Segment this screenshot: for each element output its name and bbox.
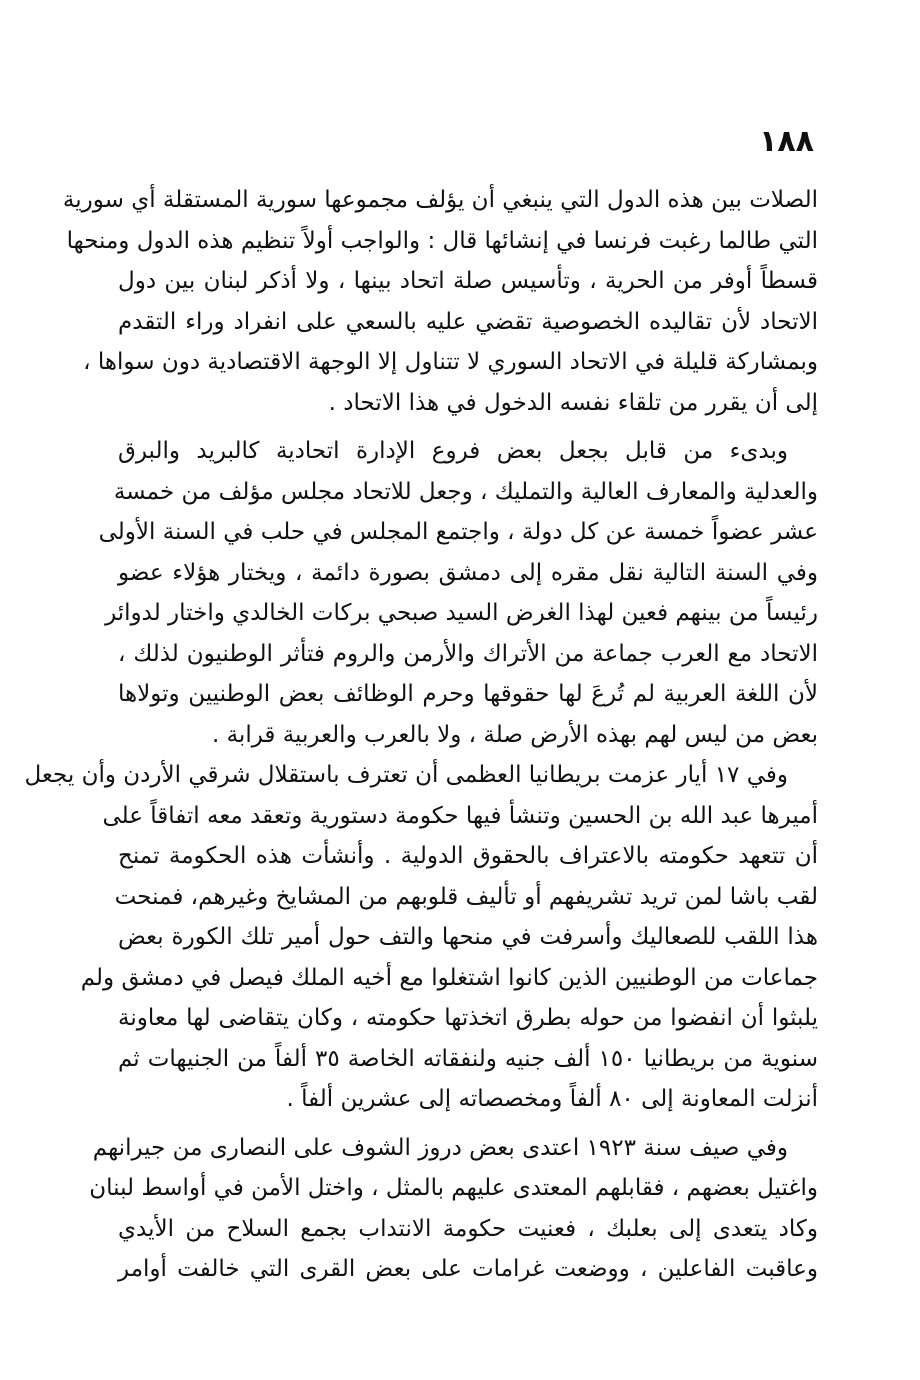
text-line: وفي صيف سنة ١٩٢٣ اعتدى بعض دروز الشوف على النصارى من جيرانهم [92, 1134, 788, 1161]
paragraph-3 [24, 755, 818, 1120]
body-text [24, 180, 818, 1290]
text-line: بعض من ليس لهم بهذه الأرض صلة ، ولا بالعرب والعربية قرابة . [211, 721, 818, 748]
text-line: هذا اللقب للصعاليك وأسرفت في منحها والتف حول أمير تلك الكورة بعض [118, 924, 818, 950]
text-line: قسطاً أوفر من الحرية ، وتأسيس صلة اتحاد بينها ، ولا أذكر لبنان بين دول [118, 268, 818, 294]
text-line: أميرها عبد الله بن الحسين وتنشأ فيها حكومة دستورية وتعقد معه اتفاقاً على [102, 802, 818, 829]
text-line: سنوية من بريطانيا ١٥٠ ألف جنيه ولنفقاته الخاصة ٣٥ ألفاً من الجنيهات ثم [118, 1045, 818, 1072]
text-line: لأن اللغة العربية لم تُرعَ لها حقوقها وحرم الوظائف بعض الوطنيين وتولاها [118, 681, 818, 707]
text-line: إلى أن يقرر من تلقاء نفسه الدخول في هذا الاتحاد . [328, 389, 818, 416]
text-line: وبدىء من قابل بجعل بعض فروع الإدارة اتحادية كالبريد والبرق [118, 438, 788, 464]
text-line: وبمشاركة قليلة في الاتحاد السوري لا تتناول إلا الوجهة الاقتصادية دون سواها ، [83, 349, 818, 375]
paragraph-gap [118, 423, 818, 431]
text-line: جماعات من الوطنيين الذين كانوا اشتغلوا مع أخيه الملك فيصل في دمشق ولم [80, 964, 818, 991]
text-line: الصلات بين هذه الدول التي ينبغي أن يؤلف مجموعها سورية المستقلة أي سورية [62, 187, 818, 213]
text-line: وعاقبت الفاعلين ، ووضعت غرامات على بعض القرى التي خالفت أوامر [118, 1256, 818, 1282]
text-line: عشر عضواً خمسة عن كل دولة ، واجتمع المجلس في حلب في السنة الأولى [98, 519, 818, 545]
paragraph-gap [118, 1120, 818, 1128]
text-line: التي طالما رغبت فرنسا في إنشائها قال : والواجب أولاً تنظيم هذه الدول ومنحها [66, 227, 818, 254]
paragraph-1 [62, 180, 818, 423]
text-line: لقب باشا لمن تريد تشريفهم أو تأليف قلوبهم من المشايخ وغيرهم، فمنحت [114, 883, 818, 910]
text-line: والعدلية والمعارف العالية والتمليك ، وجعل للاتحاد مجلس مؤلف من خمسة [113, 478, 818, 505]
text-line: وفي ١٧ أيار عزمت بريطانيا العظمى أن تعترف باستقلال شرقي الأردن وأن يجعل [24, 762, 788, 788]
paragraph-2 [98, 431, 818, 755]
text-line: أنزلت المعاونة إلى ٨٠ ألفاً ومخصصاته إلى عشرين ألفاً . [286, 1086, 818, 1112]
text-line: يلبثوا أن انفضوا من حوله بطرق اتخذتها حكومته ، وكان يتقاضى لها معاونة [118, 1005, 818, 1031]
text-line: وفي السنة التالية نقل مقره إلى دمشق بصورة دائمة ، ويختار هؤلاء عضو [118, 559, 818, 586]
text-line: الاتحاد لأن تقاليده الخصوصية تقضي عليه بالسعي على انفراد وراء التقدم [118, 308, 818, 335]
page-number: ١٨٨ [759, 124, 814, 159]
text-line: رئيساً من بينهم فعين لهذا الغرض السيد صبحي بركات الخالدي واختار لدوائر [105, 600, 818, 626]
text-line: وكاد يتعدى إلى بعلبك ، فعنيت حكومة الانتداب بجمع السلاح من الأيدي [118, 1215, 818, 1242]
text-line: الاتحاد مع العرب جماعة من الأتراك والأرمن والروم فتأثر الوطنيون لذلك ، [118, 640, 818, 667]
text-line: أن تتعهد حكومته بالاعتراف بالحقوق الدولية . وأنشأت هذه الحكومة تمنح [118, 843, 818, 869]
text-line: واغتيل بعضهم ، فقابلهم المعتدى عليهم بالمثل ، واختل الأمن في أواسط لبنان [89, 1175, 818, 1201]
paragraph-4 [89, 1128, 818, 1290]
